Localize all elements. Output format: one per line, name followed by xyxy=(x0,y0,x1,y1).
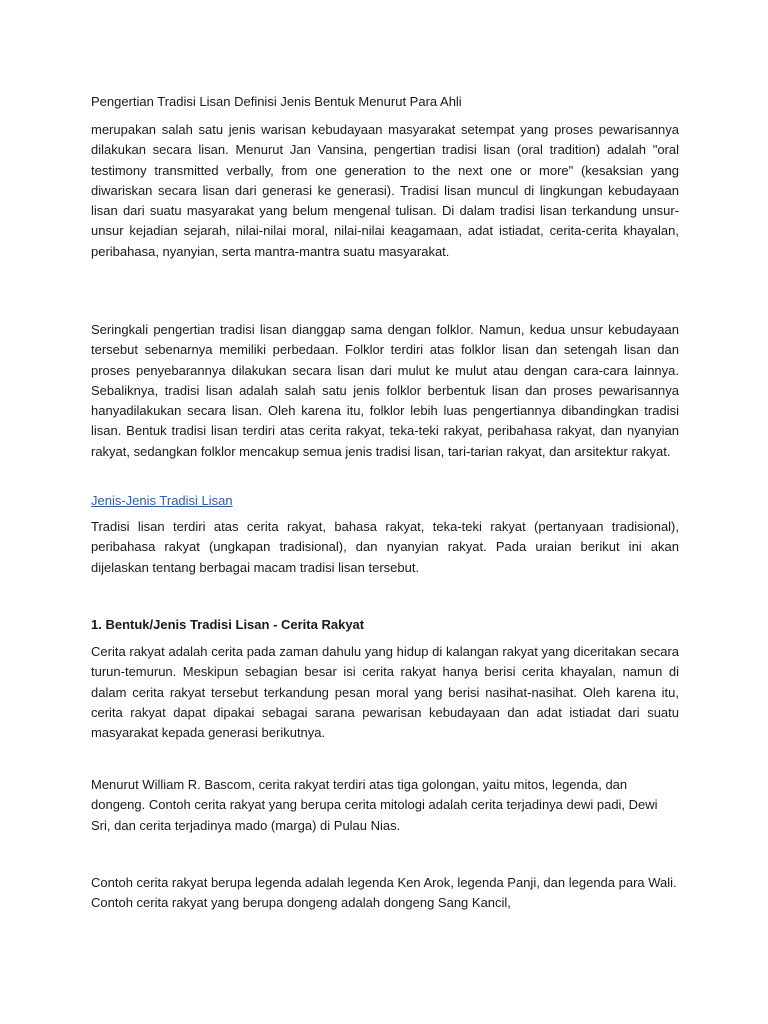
document-title: Pengertian Tradisi Lisan Definisi Jenis Bentuk Menurut Para Ahli xyxy=(91,94,462,109)
paragraph-definition: merupakan salah satu jenis warisan kebudayaan masyarakat setempat yang proses pewarisannya dilakukan secara lisan. Menurut Jan Vansina, pengertian tradisi lisan (oral tradition) adalah "oral testimony transmitted verbally, from one generation to the next one or more" (kesaksian yang diwariskan secara lisan dari generasi ke generasi). Tradisi lisan muncul di lingkungan kebudayaan lisan dari suatu masyarakat yang belum mengenal tulisan. Di dalam tradisi lisan terkandung unsur-unsur kejadian sejarah, nilai-nilai moral, nilai-nilai keagamaan, adat istiadat, cerita-cerita khayalan, peribahasa, nyanyian, serta mantra-mantra suatu masyarakat. xyxy=(91,122,679,259)
paragraph-bascom: Menurut William R. Bascom, cerita rakyat terdiri atas tiga golongan, yaitu mitos, legenda, dan dongeng. Contoh cerita rakyat yang berupa cerita mitologi adalah cerita terjadinya dewi padi, Dewi Sri, dan cerita terjadinya mado (marga) di Pulau Nias. xyxy=(91,777,658,833)
paragraph-legenda-dongeng: Contoh cerita rakyat berupa legenda adalah legenda Ken Arok, legenda Panji, dan legenda para Wali. Contoh cerita rakyat yang berupa dongeng adalah dongeng Sang Kancil, xyxy=(91,875,677,911)
section-heading-cerita-rakyat: 1. Bentuk/Jenis Tradisi Lisan - Cerita Rakyat xyxy=(91,617,365,632)
paragraph-folklor: Seringkali pengertian tradisi lisan dianggap sama dengan folklor. Namun, kedua unsur kebudayaan tersebut sebenarnya memiliki perbedaan. Folklor terdiri atas folklor lisan dan setengah lisan dan proses penyebarannya dilakukan secara lisan dari mulut ke mulut atau dengan cara-cara lainnya. Sebaliknya, tradisi lisan adalah salah satu jenis folklor berbentuk lisan dan proses pewarisannya hanyadilakukan secara lisan. Oleh karena itu, folklor lebih luas pengertiannya dibandingkan tradisi lisan. Bentuk tradisi lisan terdiri atas cerita rakyat, teka-teki rakyat, peribahasa rakyat, dan nyanyian rakyat, sedangkan folklor mencakup semua jenis tradisi lisan, tari-tarian rakyat, dan arsitektur rakyat. xyxy=(91,322,679,459)
paragraph-jenis-intro: Tradisi lisan terdiri atas cerita rakyat, bahasa rakyat, teka-teki rakyat (pertanyaan tradisional), peribahasa rakyat (ungkapan tradisional), dan nyanyian rakyat. Pada uraian berikut ini akan dijelaskan tentang berbagai macam tradisi lisan tersebut. xyxy=(91,519,679,575)
paragraph-cerita-rakyat: Cerita rakyat adalah cerita pada zaman dahulu yang hidup di kalangan rakyat yang diceritakan secara turun-temurun. Meskipun sebagian besar isi cerita rakyat hanya berisi cerita khayalan, namun di dalam cerita rakyat tersebut terkandung pesan moral yang berisi nasihat-nasihat. Oleh karena itu, cerita rakyat dapat dipakai sebagai sarana pewarisan kebudayaan dan adat istiadat dari suatu masyarakat kepada generasi berikutnya. xyxy=(91,644,679,741)
jenis-tradisi-lisan-link[interactable]: Jenis-Jenis Tradisi Lisan xyxy=(91,493,233,508)
